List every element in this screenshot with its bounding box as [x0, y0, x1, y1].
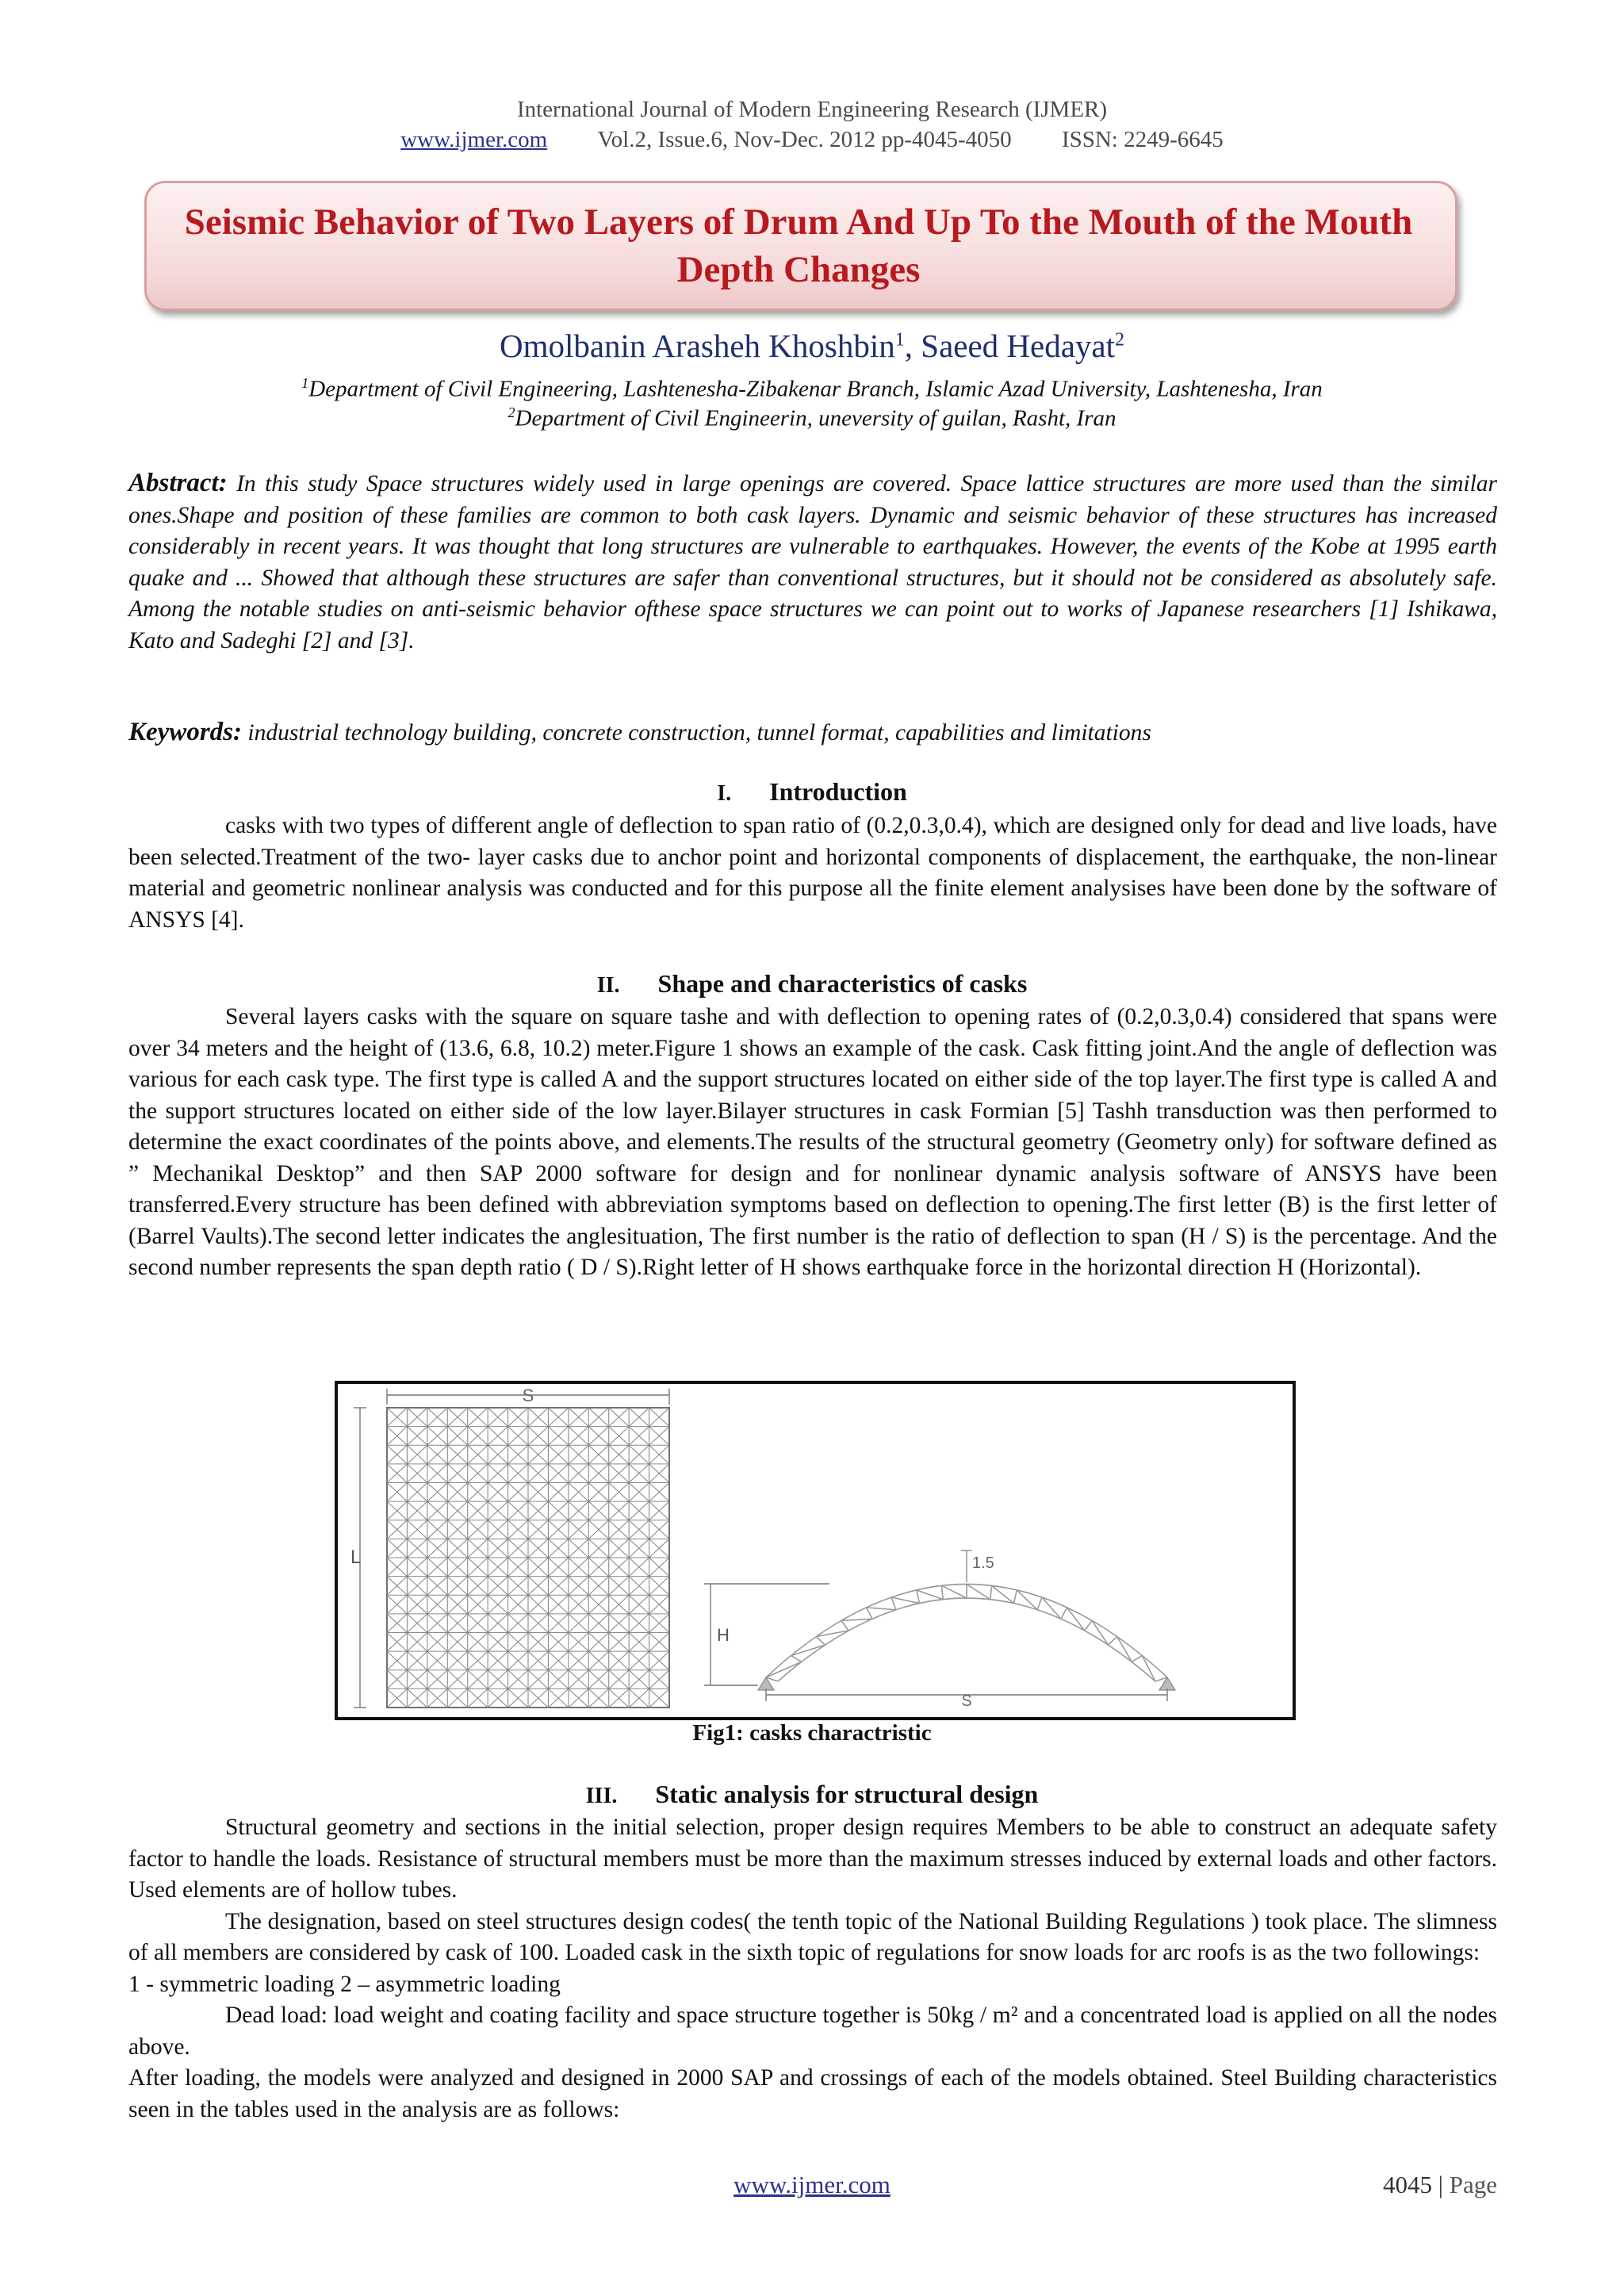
author-separator: , [904, 328, 921, 364]
section-number: I. [717, 781, 732, 806]
affiliation-1-sup: 1 [301, 375, 309, 391]
section-title: Shape and characteristics of casks [657, 969, 1028, 998]
author-line [0, 327, 1624, 365]
rise-dimension [961, 1550, 972, 1582]
section-title: Introduction [769, 777, 907, 806]
section-title: Static analysis for structural design [655, 1780, 1039, 1808]
arch-supports [758, 1677, 1175, 1690]
author-2: Saeed Hedayat [921, 328, 1116, 364]
paragraph: After loading, the models were analyzed and designed in 2000 SAP and crossings of each of the models obtained. Steel Building characteristics seen in the tables used in the analysis are as follows: [128, 2065, 1497, 2122]
arch-span-label: S [961, 1692, 972, 1710]
page-separator: | [1432, 2171, 1450, 2198]
abstract-text: In this study Space structures widely used in large openings are covered. Space lattice structures are more used than the similar ones.Shape and position of these families are common to both cask layers. Dynamic and seismic behavior of these structures has increased considerably in recent years. It was thought that long structures are vulnerable to earthquakes. However, the events of the Kobe at 1995 earth quake and ... Showed that although these structures are safer than conventional structures, but it should not be considered as absolutely safe. Among the notable studies on anti-seismic behavior ofthese space structures we can point out to works of Japanese researchers [1] Ishikawa, Kato and Sadeghi [2] and [3]. [128, 471, 1498, 654]
keywords-label: Keywords: [128, 718, 242, 746]
issn-info: ISSN: 2249-6645 [1061, 127, 1224, 152]
figure-1 [335, 1381, 1296, 1720]
journal-name: International Journal of Modern Engineering Research (IJMER) [516, 97, 1108, 122]
footer-url-line [0, 2171, 1624, 2199]
footer-url-link[interactable]: www.ijmer.com [733, 2171, 891, 2198]
figure-1-drawing [338, 1384, 1293, 1717]
page-number: 4045 [1383, 2171, 1433, 2198]
paragraph: Structural geometry and sections in the initial selection, proper design requires Members to be able to construct an adequate safety factor to handle the loads. Resistance of structural members must be more than the maximum stresses induced by external loads and other factors. Used elements are of hollow tubes. [128, 1815, 1497, 1903]
plan-span-label: S [522, 1386, 534, 1405]
section-heading-static-analysis [0, 1780, 1624, 1809]
keywords [128, 717, 1497, 749]
section-number: II. [596, 973, 620, 998]
header-url-link[interactable]: www.ijmer.com [400, 127, 548, 152]
section-body-introduction [128, 811, 1497, 936]
figure-caption: Fig1: casks charactristic [692, 1720, 932, 1746]
arch-elevation [766, 1585, 1167, 1682]
journal-info-line [0, 127, 1624, 153]
affiliation-1 [0, 375, 1624, 403]
author-1: Omolbanin Arasheh Khoshbin [499, 328, 895, 364]
paragraph: The designation, based on steel structures design codes( the tenth topic of the National Building Regulations ) took place. The slimness of all members are considered by cask of 100. Loaded cask in the sixth topic of regulations for snow loads for arc roofs is as the two followings: [128, 1908, 1497, 1965]
paragraph: Several layers casks with the square on square tashe and with deflection to opening rates of (0.2,0.3,0.4) considered that spans were over 34 meters and the height of (13.6, 6.8, 10.2) meter.Figure 1 shows an example of the cask. Cask fitting joint.And the angle of deflection was various for each cask type. The first type is called A and the support structures located on either side of the top layer.The first type is called A and the support structures located on either side of the low layer.Bilayer structures in cask Formian [5] Tashh transduction was then performed to determine the exact coordinates of the points above, and elements.The results of the structural geometry (Geometry only) for software defined as ” Mechanikal Desktop” and then SAP 2000 software for design and for nonlinear dynamic analysis software of ANSYS have been transferred.Every structure has been defined with abbreviation symptoms based on deflection to opening.The first letter (B) is the first letter of (Barrel Vaults).The second letter indicates the anglesituation, The first number is the ratio of deflection to span (H / S) is the percentage. And the second number represents the span depth ratio ( D / S).Right letter of H shows earthquake force in the horizontal direction H (Horizontal). [128, 1004, 1497, 1280]
footer-page-number [1383, 2171, 1497, 2199]
plan-grid [387, 1408, 669, 1708]
abstract-label: Abstract: [128, 469, 228, 497]
affiliation-2-sup: 2 [508, 404, 515, 420]
affiliation-1-text: Department of Civil Engineering, Lashtenesha-Zibakenar Branch, Islamic Azad University, Lashtenesha, Iran [308, 376, 1323, 402]
plan-length-label: L [350, 1547, 362, 1568]
paragraph: Dead load: load weight and coating facility and space structure together is 50kg / m² and a concentrated load is applied on all the nodes above. [128, 2003, 1497, 2060]
abstract [128, 468, 1497, 657]
page-label: Page [1449, 2171, 1497, 2198]
section-body-static-analysis [128, 1812, 1497, 2125]
section-body-shape [128, 1002, 1497, 1284]
height-label: H [717, 1625, 730, 1645]
keywords-text: industrial technology building, concrete construction, tunnel format, capabilities and limitations [247, 720, 1151, 746]
paragraph: 1 - symmetric loading 2 – asymmetric loading [128, 1971, 561, 1997]
affiliation-2-text: Department of Civil Engineerin, uneversity of guilan, Rasht, Iran [515, 405, 1116, 431]
volume-info: Vol.2, Issue.6, Nov-Dec. 2012 pp-4045-4050 [597, 127, 1012, 152]
section-number: III. [585, 1784, 618, 1808]
affiliation-2 [0, 404, 1624, 432]
section-heading-introduction [0, 777, 1624, 807]
author-2-sup: 2 [1115, 329, 1125, 351]
paragraph: casks with two types of different angle of deflection to span ratio of (0.2,0.3,0.4), which are designed only for dead and live loads, have been selected.Treatment of the two- layer casks due to anchor point and horizontal components of displacement, the earthquake, the non-linear material and geometric nonlinear analysis was conducted and for this purpose all the finite element analysises have been done by the software of ANSYS [4]. [128, 813, 1497, 933]
rise-label: 1.5 [972, 1554, 994, 1572]
paper-title: Seismic Behavior of Two Layers of Drum And Up To the Mouth of the Mouth Depth Changes [184, 201, 1413, 290]
author-1-sup: 1 [894, 329, 905, 351]
section-heading-shape [0, 969, 1624, 999]
